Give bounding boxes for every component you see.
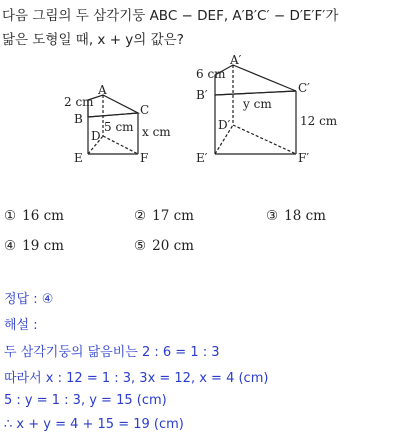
label-right-bc: y cm	[243, 97, 272, 111]
solution-line-4: ∴ x + y = 4 + 15 = 19 (cm)	[4, 417, 184, 432]
choice-3-text: 18 cm	[284, 208, 326, 224]
vertex-B: B	[74, 112, 83, 126]
choice-2-number: ②	[134, 208, 147, 224]
choice-4-text: 19 cm	[22, 238, 64, 254]
left-edge-df-hidden	[103, 136, 138, 154]
solution-answer: 정답 : ④	[4, 292, 54, 307]
choice-5[interactable]	[134, 238, 194, 254]
choice-4-number: ④	[4, 238, 17, 254]
choice-2-text: 17 cm	[152, 208, 194, 224]
label-left-cf: x cm	[142, 125, 171, 139]
choice-1-number: ①	[4, 208, 17, 224]
vertex-E-prime: E′	[196, 151, 208, 165]
solution-line-2: 따라서 x : 12 = 1 : 3, 3x = 12, x = 4 (cm)	[4, 371, 269, 386]
question-line-2: 닮은 도형일 때, x + y의 값은?	[2, 32, 184, 48]
vertex-C: C	[140, 103, 150, 117]
solution-heading: 해설 :	[4, 318, 38, 333]
choice-2[interactable]	[134, 208, 194, 224]
solution-line-1: 두 삼각기둥의 닮음비는 2 : 6 = 1 : 3	[4, 345, 220, 360]
label-left-bc: 5 cm	[104, 120, 134, 134]
prism-diagram	[0, 54, 400, 174]
vertex-A-prime: A′	[230, 54, 242, 67]
vertex-F-prime: F′	[298, 151, 310, 165]
choice-4[interactable]	[4, 238, 64, 254]
label-right-ab: 6 cm	[196, 67, 226, 81]
vertex-D-prime: D′	[218, 118, 231, 132]
vertex-F: F	[140, 151, 149, 165]
question-line-1: 다음 그림의 두 삼각기둥 ABC − DEF, A′B′C′ − D′E′F′가	[2, 8, 339, 24]
right-edge-bc	[215, 91, 296, 95]
choice-5-text: 20 cm	[152, 238, 194, 254]
solution-line-3: 5 : y = 1 : 3, y = 15 (cm)	[4, 393, 167, 408]
vertex-C-prime: C′	[298, 81, 310, 95]
right-top-face	[215, 65, 296, 95]
choice-1-text: 16 cm	[22, 208, 64, 224]
question-text	[2, 4, 398, 52]
vertex-E: E	[74, 151, 83, 165]
choice-5-number: ⑤	[134, 238, 147, 254]
vertex-B-prime: B′	[196, 88, 208, 102]
left-edge-bc	[88, 113, 138, 117]
vertex-A: A	[98, 83, 107, 97]
prism-figure	[0, 54, 400, 174]
right-edge-df-hidden	[233, 125, 296, 154]
vertex-D: D	[91, 129, 101, 143]
choice-3[interactable]	[266, 208, 326, 224]
choice-1[interactable]	[4, 208, 64, 224]
label-left-ab: 2 cm	[64, 95, 94, 109]
choice-3-number: ③	[266, 208, 279, 224]
label-right-cf: 12 cm	[300, 114, 338, 128]
